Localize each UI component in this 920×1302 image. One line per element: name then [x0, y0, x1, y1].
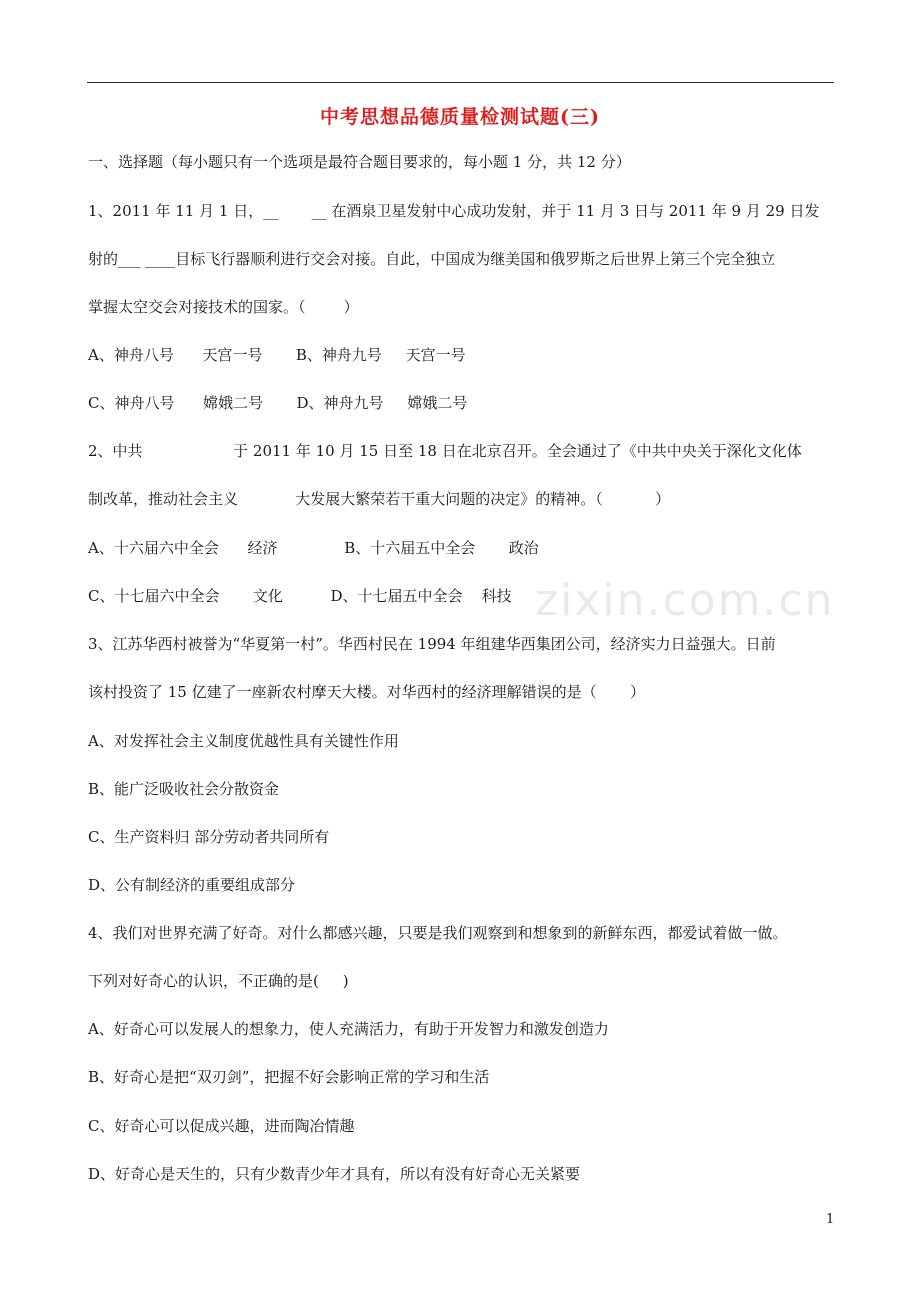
question-3-option-a: A、对发挥社会主义制度优越性具有关键性作用 [88, 732, 399, 750]
question-4-option-b: B、好奇心是把“双刃剑”，把握不好会影响正常的学习和生活 [88, 1068, 490, 1086]
question-1-line-3: 掌握太空交会对接技术的国家。（ ） [88, 298, 359, 316]
question-3-option-c: C、生产资料归 部分劳动者共同所有 [88, 828, 330, 846]
question-4-option-d: D、好奇心是天生的，只有少数青少年才具有，所以有没有好奇心无关紧要 [88, 1165, 581, 1183]
question-4-line-2: 下列对好奇心的认识，不正确的是( ) [88, 972, 349, 990]
watermark: zixin.com.cn [535, 575, 835, 626]
question-1-line-2: 射的___ ____目标飞行器顺利进行交会对接。自此，中国成为继美国和俄罗斯之后世界上第三个完全独立 [88, 250, 776, 268]
header-rule [87, 82, 834, 83]
question-3-option-b: B、能广泛吸收社会分散资金 [88, 780, 280, 798]
section-heading: 一、选择题（每小题只有一个选项是最符合题目要求的，每小题 1 分，共 12 分） [88, 153, 631, 171]
question-4-option-a: A、好奇心可以发展人的想象力，使人充满活力，有助于开发智力和激发创造力 [88, 1020, 609, 1038]
question-4-line-1: 4、我们对世界充满了好奇。对什么都感兴趣，只要是我们观察到和想象到的新鲜东西，都爱试着做一做。 [88, 924, 788, 942]
question-4-option-c: C、好奇心可以促成兴趣，进而陶冶情趣 [88, 1117, 355, 1135]
question-1-line-1: 1、2011 年 11 月 1 日，__ __ 在酒泉卫星发射中心成功发射，并于 11 月 3 日与 2011 年 9 月 29 日发 [88, 202, 820, 220]
question-1-option-row-2: C、神舟八号 嫦娥二号 D、神舟九号 嫦娥二号 [88, 394, 468, 412]
page-title: 中考思想品德质量检测试题(三) [320, 106, 600, 128]
question-1-option-row-1: A、神舟八号 天宫一号 B、神舟九号 天宫一号 [88, 346, 466, 364]
question-2-option-row-2: C、十七届六中全会 文化 D、十七届五中全会 科技 [88, 587, 512, 605]
question-2-line-1: 2、中共 于 2011 年 10 月 15 日至 18 日在北京召开。全会通过了《中共中央关于深化文化体 [88, 442, 802, 460]
question-3-line-2: 该村投资了 15 亿建了一座新农村摩天大楼。对华西村的经济理解错误的是（ ） [88, 683, 646, 701]
question-3-line-1: 3、江苏华西村被誉为“华夏第一村”。华西村民在 1994 年组建华西集团公司，经济实力日益强大。日前 [88, 635, 776, 653]
page-number: 1 [826, 1212, 835, 1227]
question-2-option-row-1: A、十六届六中全会 经济 B、十六届五中全会 政治 [88, 539, 539, 557]
question-3-option-d: D、公有制经济的重要组成部分 [88, 876, 296, 894]
question-2-line-2: 制改革，推动社会主义 大发展大繁荣若干重大问题的决定》的精神。（ ） [88, 490, 671, 508]
